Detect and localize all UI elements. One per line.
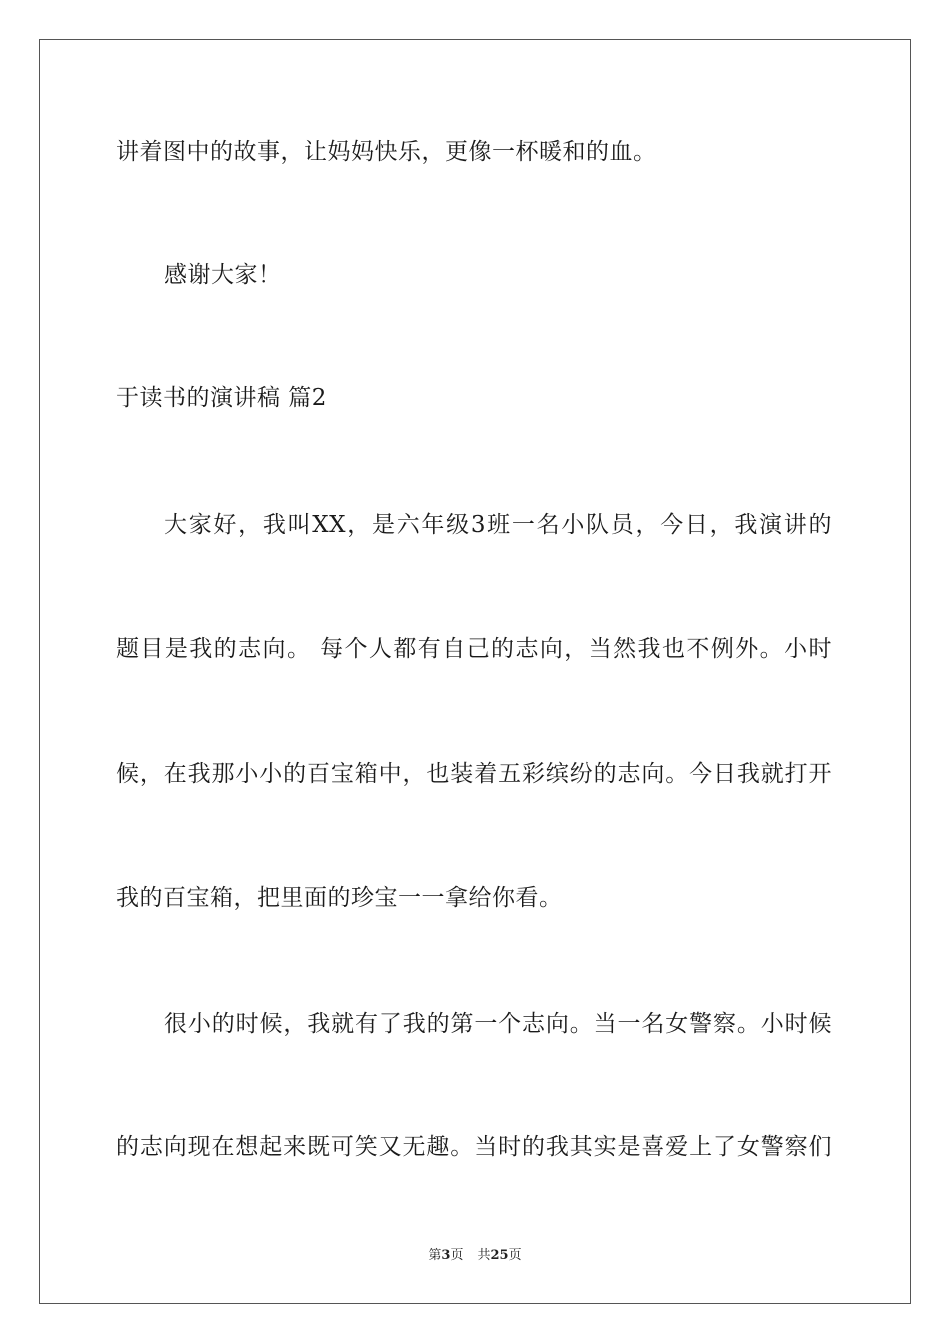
paragraph-line: 题目是我的志向。 每个人都有自己的志向，当然我也不例外。小时 (116, 636, 832, 662)
page-number: 3 (441, 1248, 451, 1263)
paragraph-line: 候，在我那小小的百宝箱中，也装着五彩缤纷的志向。今日我就打开 (116, 761, 832, 787)
paragraph-line: 我的百宝箱，把里面的珍宝一一拿给你看。 (116, 885, 563, 911)
section-heading: 于读书的演讲稿 篇2 (116, 385, 327, 411)
total-pages: 25 (490, 1248, 509, 1263)
paragraph-line: 的志向现在想起来既可笑又无趣。当时的我其实是喜爱上了女警察们 (116, 1134, 832, 1160)
total-prefix: 共 (477, 1248, 491, 1263)
page-border (39, 39, 911, 1304)
paragraph-line: 讲着图中的故事，让妈妈快乐，更像一杯暖和的血。 (116, 139, 657, 165)
paragraph-line: 感谢大家！ (164, 262, 282, 288)
paragraph-line: 很小的时候，我就有了我的第一个志向。当一名女警察。小时候 (164, 1011, 832, 1037)
paragraph-line: 大家好，我叫XX，是六年级3班一名小队员，今日，我演讲的 (164, 512, 832, 538)
page-footer (0, 1248, 950, 1264)
page-unit: 页 (450, 1248, 464, 1263)
total-unit: 页 (508, 1248, 522, 1263)
page-prefix: 第 (428, 1248, 442, 1263)
